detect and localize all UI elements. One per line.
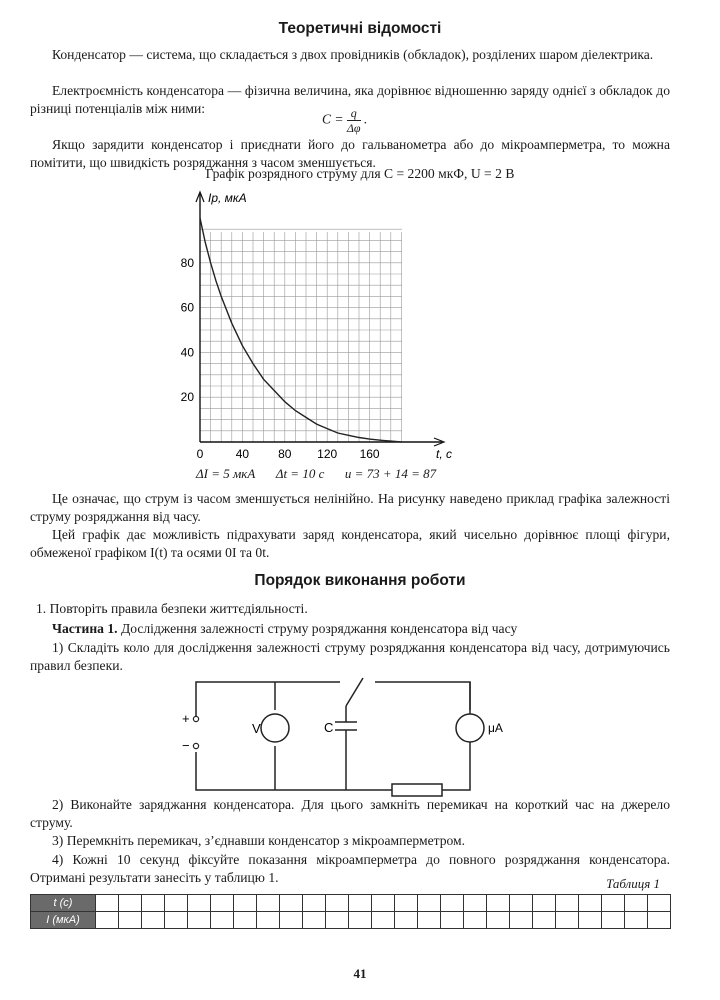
x-tick-label: 0 xyxy=(196,447,204,461)
plus-label: + xyxy=(182,711,190,726)
microammeter-label: μA xyxy=(488,721,503,735)
table-cell xyxy=(441,895,464,912)
discharge-chart xyxy=(150,184,470,484)
x-tick-label: 40 xyxy=(235,447,250,461)
step-3: 3) Перемкніть перемикач, з’єднавши конденсатор з мікроамперметром. xyxy=(52,833,466,848)
chart-grid xyxy=(200,229,402,442)
circuit-diagram xyxy=(170,672,510,802)
table-header-time: t (c) xyxy=(31,895,96,912)
table-row-time xyxy=(31,895,671,912)
table-cell xyxy=(96,895,119,912)
table-cell xyxy=(533,912,556,929)
table-cell xyxy=(372,912,395,929)
table-cell xyxy=(602,895,625,912)
table-cell xyxy=(625,912,648,929)
table-cell xyxy=(280,912,303,929)
table-cell xyxy=(487,895,510,912)
table-cell xyxy=(165,895,188,912)
table-cell xyxy=(142,912,165,929)
capacitance-formula xyxy=(322,106,367,135)
chart-title: Графік розрядного струму для C = 2200 мкФ, U = 2 В xyxy=(205,166,515,181)
discharge-observation: Якщо зарядити конденсатор і приєднати його до гальванометра або до мікроамперметра, то можна помітити, що швидкість розряджання з часом зменшується. xyxy=(30,137,670,170)
table-cell xyxy=(211,895,234,912)
table-cell xyxy=(395,912,418,929)
x-tick-label: 160 xyxy=(359,447,380,461)
table-cell xyxy=(579,912,602,929)
table-row-current xyxy=(31,912,671,929)
table-caption: Таблиця 1 xyxy=(606,876,660,891)
chart-xlabel: t, с xyxy=(436,447,453,461)
formula-lhs: C = xyxy=(322,111,344,127)
x-tick-label: 120 xyxy=(317,447,338,461)
page-number: 41 xyxy=(353,966,367,981)
table-cell xyxy=(579,895,602,912)
table-cell xyxy=(211,912,234,929)
table-cell xyxy=(257,895,280,912)
y-tick-label: 20 xyxy=(180,390,194,405)
table-cell xyxy=(487,912,510,929)
chart-ylabel: Iр, мкА xyxy=(208,191,247,205)
minus-terminal xyxy=(193,743,198,748)
procedure-title: Порядок виконання роботи xyxy=(254,572,466,589)
charge-area-paragraph: Цей графік дає можливість підрахувати заряд конденсатора, який чисельно дорівнює площі фігури, обмеженої графіком I(t) та осями 0I та 0t. xyxy=(30,527,670,560)
caption-delta-i: ΔI = 5 мкА xyxy=(196,466,256,481)
table-cell xyxy=(349,895,372,912)
table-cell xyxy=(418,912,441,929)
table-cell xyxy=(188,912,211,929)
formula-end: . xyxy=(363,111,368,127)
capacitor-label: C xyxy=(324,720,334,735)
procedure-item-1: 1. Повторіть правила безпеки життєдіяльності. xyxy=(36,601,308,616)
x-tick-label: 80 xyxy=(278,447,292,461)
resistor xyxy=(392,784,442,796)
formula-fraction xyxy=(347,106,361,135)
voltmeter xyxy=(261,714,289,742)
table-header-current: I (мкА) xyxy=(31,912,96,929)
y-tick-label: 60 xyxy=(180,300,194,315)
table-cell xyxy=(326,895,349,912)
plus-terminal xyxy=(193,716,198,721)
chart-caption xyxy=(196,466,496,482)
table-cell xyxy=(510,895,533,912)
table-cell xyxy=(441,912,464,929)
table-cell xyxy=(464,912,487,929)
caption-delta-t: Δt = 10 с xyxy=(275,466,325,481)
theory-title: Теоретичні відомості xyxy=(278,20,442,37)
table-cell xyxy=(303,895,326,912)
table-cell xyxy=(96,912,119,929)
table-cell xyxy=(349,912,372,929)
table-cell xyxy=(372,895,395,912)
table-cell xyxy=(464,895,487,912)
table-cell xyxy=(648,895,671,912)
switch-blade xyxy=(346,678,363,706)
table-cell xyxy=(326,912,349,929)
table-cell xyxy=(257,912,280,929)
table-cell xyxy=(234,895,257,912)
step-4: 4) Кожні 10 секунд фіксуйте показання мікроамперметра до повного розряджання конденсатора. Отримані результати занесіть у таблицю 1. xyxy=(30,852,670,885)
results-table xyxy=(30,894,671,929)
voltmeter-label: V xyxy=(252,721,261,736)
capacitance-definition: Електроємність конденсатора — фізична величина, яка дорівнює відношенню заряду однієї з обкладок до різниці потенціалів між ними: xyxy=(30,83,670,116)
nonlinear-paragraph: Це означає, що струм із часом зменшується нелінійно. На рисунку наведено приклад графіка залежності струму розряджання від часу. xyxy=(30,491,670,524)
table-cell xyxy=(303,912,326,929)
table-cell xyxy=(510,912,533,929)
formula-numerator: q xyxy=(347,106,361,121)
y-tick-label: 40 xyxy=(180,345,194,360)
table-cell xyxy=(625,895,648,912)
microammeter xyxy=(456,714,484,742)
table-cell xyxy=(165,912,188,929)
table-cell xyxy=(119,895,142,912)
table-cell xyxy=(280,895,303,912)
formula-denominator: Δφ xyxy=(346,121,361,135)
table-cell xyxy=(188,895,211,912)
table-cell xyxy=(119,912,142,929)
table-cell xyxy=(648,912,671,929)
table-cell xyxy=(556,912,579,929)
table-cell xyxy=(418,895,441,912)
table-cell xyxy=(142,895,165,912)
table-cell xyxy=(602,912,625,929)
step-2: 2) Виконайте заряджання конденсатора. Для цього замкніть перемикач на короткий час на джерело струму. xyxy=(30,797,670,830)
step-1: 1) Складіть коло для дослідження залежності струму розряджання конденсатора від часу, дотримуючись правил безпеки. xyxy=(30,640,670,673)
part-1-heading xyxy=(30,620,670,638)
part-1-label: Частина 1. xyxy=(52,621,118,636)
minus-label: − xyxy=(182,738,190,753)
part-1-text: Дослідження залежності струму розряджання конденсатора від часу xyxy=(117,621,518,636)
table-cell xyxy=(234,912,257,929)
y-tick-label: 80 xyxy=(180,255,194,270)
table-cell xyxy=(395,895,418,912)
table-cell xyxy=(556,895,579,912)
table-cell xyxy=(533,895,556,912)
capacitor-definition: Конденсатор — система, що складається з двох провідників (обкладок), розділених шаром діелектрика. xyxy=(52,47,654,62)
caption-u: u = 73 + 14 = 87 xyxy=(344,466,437,481)
